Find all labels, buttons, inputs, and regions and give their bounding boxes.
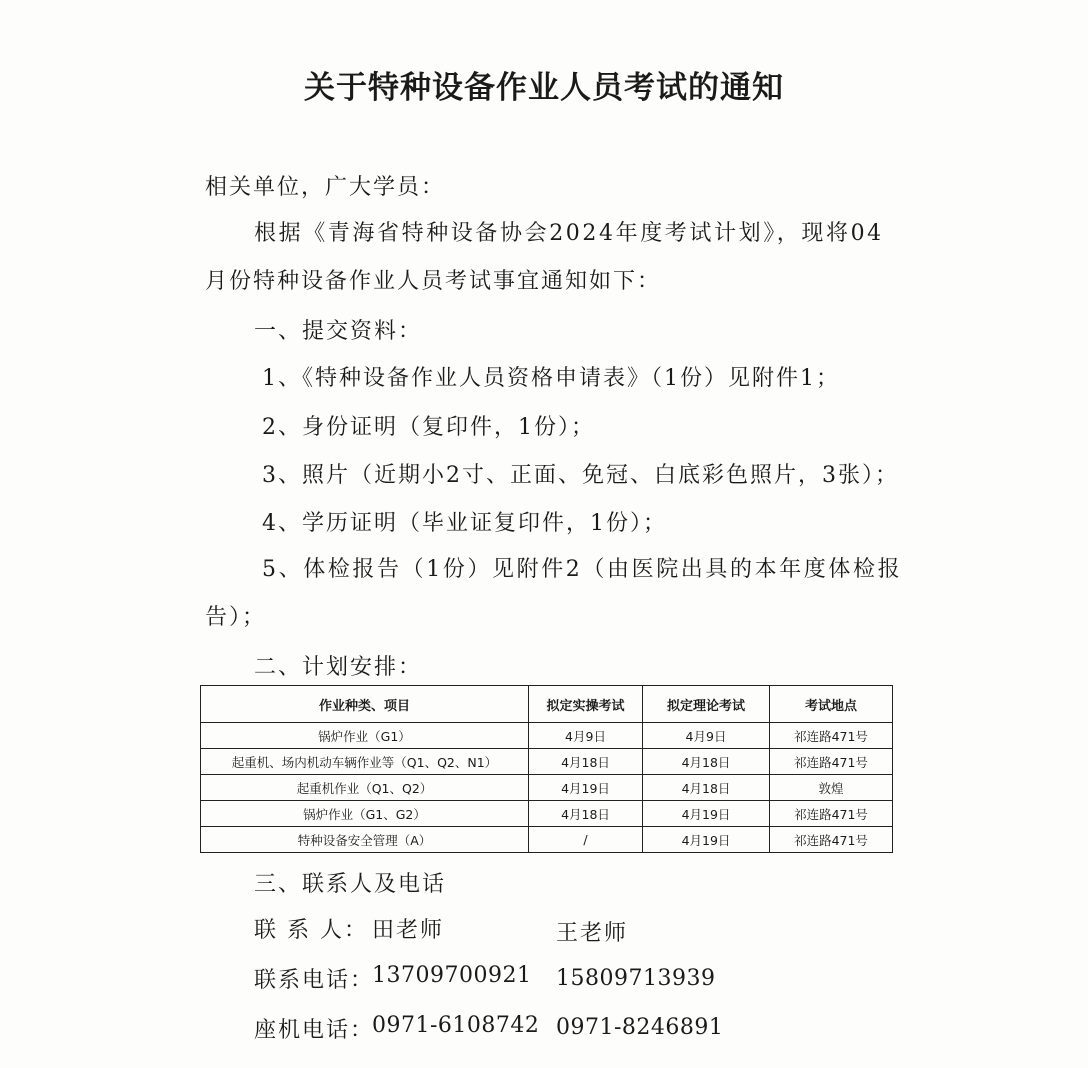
cell-job-type: 锅炉作业（G1、G2）: [201, 801, 529, 827]
salutation: 相关单位，广大学员：: [205, 175, 446, 200]
cell-job-type: 锅炉作业（G1）: [201, 723, 529, 749]
cell-job-type: 起重机、场内机动车辆作业等（Q1、Q2、N1）: [201, 749, 529, 775]
header-theory-exam: 拟定理论考试: [643, 686, 770, 723]
header-job-type: 作业种类、项目: [201, 686, 529, 723]
contact-name-1: 田老师: [372, 918, 445, 943]
landline-number-2: 0971-8246891: [556, 1015, 724, 1040]
schedule-table: [200, 685, 893, 853]
cell-location: 敦煌: [770, 775, 893, 801]
section2-heading: 二、计划安排：: [254, 655, 423, 680]
cell-theory-date: 4月18日: [643, 749, 770, 775]
table-row: [201, 775, 893, 801]
list-item: 3、照片（近期小2寸、正面、免冠、白底彩色照片，3张）；: [262, 463, 899, 488]
list-item: 2、身份证明（复印件，1份）；: [262, 415, 595, 440]
cell-practical-date: 4月19日: [529, 775, 643, 801]
landline-label: 座机电话：: [254, 1018, 375, 1043]
header-location: 考试地点: [770, 686, 893, 723]
cell-location: 祁连路471号: [770, 723, 893, 749]
table-header-row: [201, 686, 893, 723]
cell-theory-date: 4月18日: [643, 775, 770, 801]
cell-theory-date: 4月19日: [643, 801, 770, 827]
cell-location: 祁连路471号: [770, 801, 893, 827]
cell-location: 祁连路471号: [770, 827, 893, 853]
list-item: 1、《特种设备作业人员资格申请表》（1份）见附件1；: [262, 366, 840, 391]
contact-label: 联 系 人：: [254, 918, 368, 943]
intro-line-1: 根据《青海省特种设备协会2024年度考试计划》，现将04: [254, 221, 884, 246]
cell-theory-date: 4月19日: [643, 827, 770, 853]
cell-location: 祁连路471号: [770, 749, 893, 775]
phone-label: 联系电话：: [254, 968, 375, 993]
table-row: [201, 723, 893, 749]
cell-job-type: 特种设备安全管理（A）: [201, 827, 529, 853]
list-item: 5、体检报告（1份）见附件2（由医院出具的本年度体检报: [262, 557, 903, 582]
intro-line-2: 月份特种设备作业人员考试事宜通知如下：: [205, 269, 662, 294]
phone-number-2: 15809713939: [556, 966, 716, 991]
list-item: 4、学历证明（毕业证复印件，1份）；: [262, 511, 667, 536]
list-item-continuation: 告）；: [205, 605, 267, 630]
table-row: [201, 749, 893, 775]
cell-practical-date: 4月9日: [529, 723, 643, 749]
landline-number-1: 0971-6108742: [372, 1013, 540, 1038]
page-title: 关于特种设备作业人员考试的通知: [304, 70, 784, 106]
cell-practical-date: 4月18日: [529, 749, 643, 775]
table-row: [201, 801, 893, 827]
section1-heading: 一、提交资料：: [254, 319, 423, 344]
phone-number-1: 13709700921: [372, 963, 532, 988]
cell-practical-date: 4月18日: [529, 801, 643, 827]
cell-practical-date: /: [529, 827, 643, 853]
contact-name-2: 王老师: [556, 921, 629, 946]
header-practical-exam: 拟定实操考试: [529, 686, 643, 723]
table-row: [201, 827, 893, 853]
section3-heading: 三、联系人及电话: [254, 872, 447, 897]
cell-job-type: 起重机作业（Q1、Q2）: [201, 775, 529, 801]
cell-theory-date: 4月9日: [643, 723, 770, 749]
